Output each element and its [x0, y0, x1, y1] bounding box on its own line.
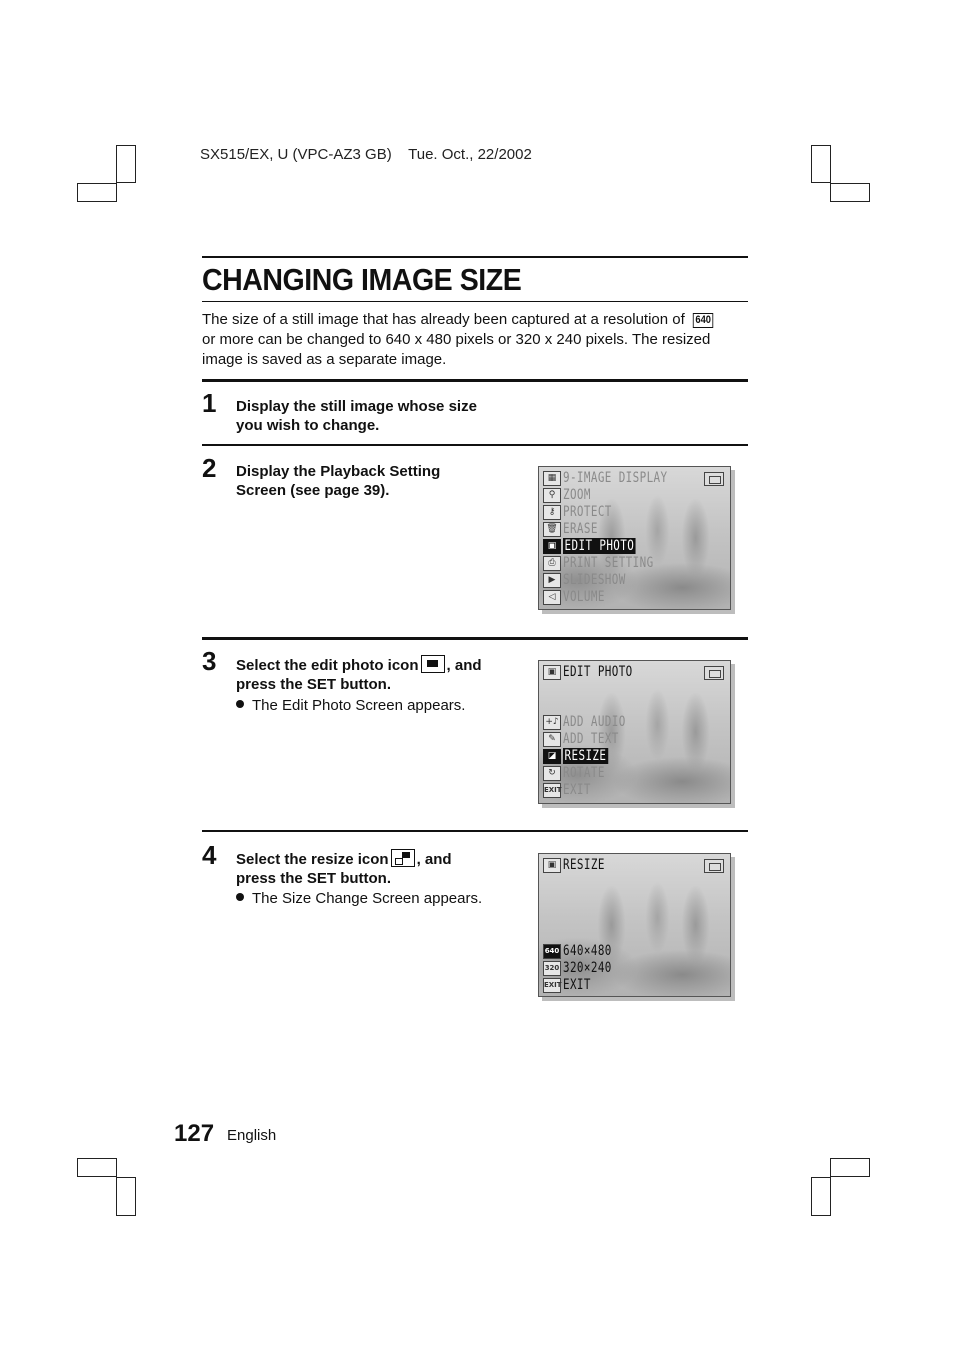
page-language: English [227, 1127, 277, 1144]
menu-item[interactable] [543, 765, 617, 781]
menu-item-label: ADD TEXT [563, 731, 619, 747]
title-top-rule [202, 256, 748, 258]
step-line: Select the edit photo icon [236, 657, 419, 674]
crop-mark [811, 145, 831, 183]
volume-icon: ◁ [543, 590, 561, 605]
step-line: you wish to change. [236, 417, 380, 434]
bullet-icon [236, 700, 244, 708]
step-result-text: The Edit Photo Screen appears. [252, 697, 466, 714]
menu-item[interactable] [543, 731, 634, 747]
step-divider [202, 444, 748, 446]
menu-item-label: 320×240 [563, 960, 612, 976]
resize-icon: ◪ [543, 749, 561, 764]
menu-item[interactable] [543, 943, 626, 959]
menu-item[interactable] [543, 960, 626, 976]
menu-item-label: ADD AUDIO [563, 714, 626, 730]
menu-item[interactable] [543, 555, 679, 571]
menu-item[interactable] [543, 714, 643, 730]
intro-line: image is saved as a separate image. [202, 351, 447, 368]
resolution-640-icon: 640 [693, 313, 714, 328]
add-audio-icon: +♪ [543, 715, 561, 730]
menu-item-label: ROTATE [563, 765, 605, 781]
step-result-text: The Size Change Screen appears. [252, 890, 483, 907]
edit-photo-icon: ▣ [543, 539, 561, 554]
menu-item-label: ZOOM [563, 487, 591, 503]
menu-item[interactable] [543, 748, 621, 764]
crop-mark [116, 145, 136, 183]
resize-icon [391, 849, 415, 867]
grid-icon: ▦ [543, 471, 561, 486]
size-change-screen [538, 853, 731, 997]
step-line: Screen (see page 39). [236, 482, 390, 499]
menu-item[interactable] [543, 521, 608, 537]
menu-item-label: PROTECT [563, 504, 612, 520]
battery-icon [704, 666, 724, 680]
crop-mark [77, 183, 117, 202]
bullet-icon [236, 893, 244, 901]
page-title: CHANGING IMAGE SIZE [202, 262, 522, 297]
zoom-icon: ⚲ [543, 488, 561, 503]
menu-item[interactable] [543, 977, 599, 993]
menu-item[interactable] [543, 589, 617, 605]
step-instruction [236, 849, 452, 888]
menu-item-label: RESIZE [564, 748, 607, 764]
intro-line: The size of a still image that has already been captured at a resolution of [202, 311, 685, 328]
screen-header-label: RESIZE [563, 857, 605, 873]
menu-item[interactable] [543, 487, 599, 503]
step-instruction [236, 462, 440, 500]
menu-item-label: ERASE [563, 521, 598, 537]
step-divider [202, 637, 748, 640]
trash-icon: 🗑 [543, 522, 561, 537]
step-number: 1 [202, 388, 217, 418]
resize-icon: ▣ [543, 858, 561, 873]
print-icon: ⎙ [543, 556, 561, 571]
menu-item-label: VOLUME [563, 589, 605, 605]
menu-item[interactable] [543, 538, 656, 554]
menu-item-label: 9-IMAGE DISPLAY [563, 470, 668, 486]
step-result [236, 696, 465, 715]
step-number: 2 [202, 453, 217, 483]
battery-icon [704, 859, 724, 873]
intro-line: or more can be changed to 640 x 480 pixels or 320 x 240 pixels. The resized [202, 331, 711, 348]
step-line: press the SET button. [236, 870, 392, 887]
title-bottom-rule [202, 301, 748, 302]
step-line: , and [416, 851, 452, 868]
menu-item-label: 640×480 [563, 943, 612, 959]
step-instruction [236, 655, 482, 694]
screen-header-label: EDIT PHOTO [563, 664, 633, 680]
menu-item[interactable] [543, 504, 626, 520]
crop-mark [830, 183, 870, 202]
menu-item[interactable] [543, 572, 643, 588]
step-instruction [236, 397, 477, 435]
step-number: 3 [202, 646, 217, 676]
menu-item-label: PRINT SETTING [563, 555, 654, 571]
crop-mark [77, 1158, 117, 1177]
print-header: SX515/EX, U (VPC-AZ3 GB) Tue. Oct., 22/2002 [200, 146, 532, 163]
menu-item-label: EXIT [563, 977, 591, 993]
step-line: Display the still image whose size [236, 398, 477, 415]
menu-item[interactable] [543, 470, 697, 486]
crop-mark [830, 1158, 870, 1177]
add-text-icon: ✎ [543, 732, 561, 747]
edit-photo-icon: ▣ [543, 665, 561, 680]
menu-item-label: EXIT [563, 782, 591, 798]
step-divider [202, 830, 748, 832]
size-640-icon: 640 [543, 944, 561, 959]
step-number: 4 [202, 840, 217, 870]
rotate-icon: ↻ [543, 766, 561, 781]
crop-mark [116, 1177, 136, 1216]
step-line: , and [446, 657, 482, 674]
exit-icon: EXIT [543, 783, 561, 798]
exit-icon: EXIT [543, 978, 561, 993]
step-divider [202, 379, 748, 382]
size-320-icon: 320 [543, 961, 561, 976]
edit-photo-screen [538, 660, 731, 804]
slideshow-icon: ▶ [543, 573, 561, 588]
crop-mark [811, 1177, 831, 1216]
menu-item-label: SLIDESHOW [563, 572, 626, 588]
intro-paragraph [202, 310, 748, 370]
step-result [236, 889, 482, 908]
step-line: Display the Playback Setting [236, 463, 441, 480]
menu-item[interactable] [543, 782, 599, 798]
edit-photo-icon [421, 655, 445, 673]
step-line: Select the resize icon [236, 851, 389, 868]
step-line: press the SET button. [236, 676, 392, 693]
menu-item-label: EDIT PHOTO [564, 538, 635, 554]
screen-header [543, 664, 652, 680]
screen-header [543, 857, 617, 873]
key-icon: ⚷ [543, 505, 561, 520]
page-number: 127 [174, 1120, 215, 1147]
playback-setting-screen [538, 466, 731, 610]
battery-icon [704, 472, 724, 486]
